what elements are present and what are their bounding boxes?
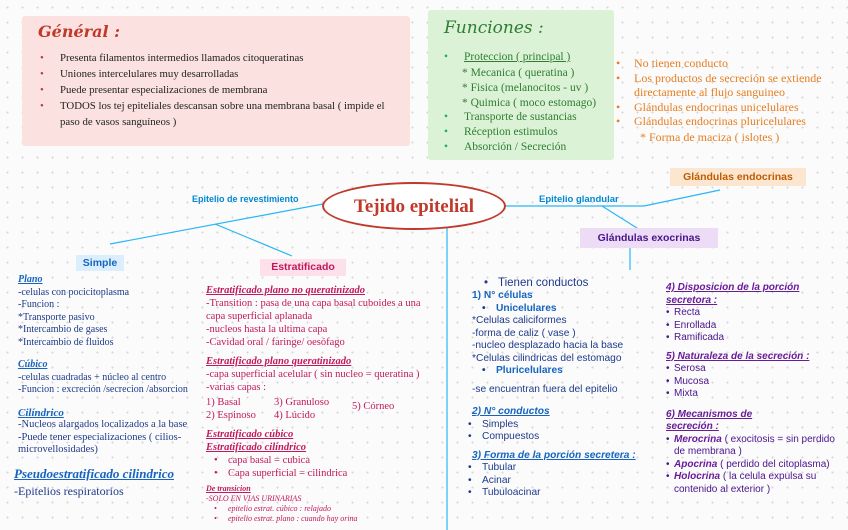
forma-item: • Acinar — [482, 475, 662, 488]
funciones-proteccion: • Proteccion ( principal ) — [464, 50, 614, 65]
naturaleza-list — [666, 363, 842, 401]
exocrinas-middle — [472, 276, 662, 500]
funciones-list — [464, 50, 614, 65]
no-queratinizado-line: -Transition : pasa de una capa basal cuboides a una capa superficial aplanada — [206, 298, 421, 322]
tienen-list — [472, 276, 662, 290]
mecanismo-name: Apocrina — [674, 458, 718, 470]
pluricelulares-list — [472, 365, 662, 378]
mecanismo-name: Holocrina — [674, 471, 721, 482]
disposicion-item: • Enrollada — [674, 320, 842, 333]
general-list — [60, 50, 400, 130]
simple-label: Simple — [76, 255, 124, 271]
funciones-item: • Transporte de sustancias — [464, 110, 614, 125]
pseudo-line: -Epitelios respiratorios — [14, 484, 124, 498]
cilindrico-item: • Capa superficial = cilindrica — [228, 467, 442, 480]
forma-heading: 3) Forma de la porción secretera : — [472, 449, 636, 461]
pluricelulares-label: • Pluricelulares — [496, 365, 662, 378]
conducto-item: • Simples — [482, 419, 662, 432]
plano-line: *Transporte pasivo — [18, 311, 95, 323]
funciones-item: • Absorción / Secreción — [464, 140, 614, 155]
funciones-sub-item: * Mecanica ( queratina ) — [462, 67, 575, 79]
mecanismo-name: Merocrina — [674, 433, 722, 445]
cubico-line: -celulas cuadradas + núcleo al centro — [18, 371, 167, 383]
estratificado-column — [206, 284, 442, 394]
exocrinas-right — [666, 282, 842, 496]
n-conductos-heading: 2) N° conductos — [472, 406, 550, 417]
estratificado-label: Estratificado — [260, 259, 346, 276]
forma-item: • Tubular — [482, 462, 662, 475]
cilindrico-title: Cilíndrico — [18, 406, 64, 419]
mecanismo-item — [674, 459, 842, 472]
forma-item: • Tubuloacinar — [482, 487, 662, 500]
pseudo-title: Pseudoestratificado cilindrico — [14, 466, 174, 481]
capa-item: 5) Córneo — [352, 401, 395, 412]
general-box — [22, 16, 410, 146]
general-item: • Uniones intercelulares muy desarrolladas — [60, 66, 400, 82]
transicion-subtitle: -SOLO EN VIAS URINARIAS — [206, 494, 302, 503]
cubico-line: -Funcion : excreción /secrecion /absorcion — [18, 384, 188, 395]
glandulas-exocrinas-label: Glándulas exocrinas — [580, 228, 718, 248]
transicion-list — [206, 504, 442, 524]
mecanismo-item — [674, 471, 842, 496]
unicelulares-label: • Unicelulares — [496, 303, 662, 316]
disposicion-heading: 4) Disposicion de la porción secretora : — [666, 282, 800, 306]
funciones-item: • Réception estimulos — [464, 125, 614, 140]
left-branch-label: Epitelio de revestimiento — [192, 194, 299, 204]
no-queratinizado-title: Estratificado plano no queratinizado — [206, 285, 365, 296]
line-endocrinas — [644, 190, 720, 206]
queratinizado-line: -varias capas : — [206, 382, 267, 393]
simple-column — [18, 274, 208, 457]
plano-line: -Funcion : — [18, 299, 60, 310]
naturaleza-item: • Mucosa — [674, 376, 842, 389]
cubico-title: Cúbico — [18, 359, 48, 370]
transicion-item: • epitelio estrat. plano : cuando hay orina — [228, 514, 442, 524]
mecanismo-desc: ( la celula expulsa su contenido al exterior ) — [674, 471, 817, 495]
line-left-drop — [215, 224, 292, 256]
general-item: • TODOS los tej epiteliales descansan sobre una membrana basal ( impide el paso de vasos sanguíneos ) — [60, 98, 400, 130]
capa-item: 4) Lúcido — [274, 410, 316, 421]
endocrinas-item: • Los productos de secreción se extiende directamente al flujo sanguineo — [634, 71, 839, 100]
uni-line: -nucleo desplazado hacia la base — [472, 340, 624, 351]
unicelulares-list — [472, 303, 662, 316]
n-celulas-heading: 1) N° células — [472, 290, 533, 301]
conductos-list — [472, 419, 662, 444]
estratificado-lower — [206, 428, 442, 480]
cilindrico-line: -Puede tener especializaciones ( cilios-microvellosidades) — [18, 431, 182, 455]
estratificado-cilindrico-list — [206, 454, 442, 480]
central-title: Tejido epitelial — [353, 196, 475, 217]
queratinizado-line: -capa superficial acelular ( sin nucleo = queratina ) — [206, 369, 420, 380]
capa-item: 1) Basal — [206, 397, 241, 408]
mecanismos-heading: 6) Mecanismos de secreción : — [666, 408, 753, 432]
cilindrico-item: • capa basal = cubica — [228, 454, 442, 467]
line-exocrinas — [602, 206, 640, 230]
funciones-list-2 — [464, 110, 614, 155]
tienen-conductos: • Tienen conductos — [498, 276, 662, 290]
disposicion-item: • Recta — [674, 307, 842, 320]
naturaleza-item: • Mixta — [674, 388, 842, 401]
uni-line: *Celulas cilindricas del estomago — [472, 352, 622, 364]
funciones-sub-item: * Quimica ( moco estomago) — [462, 97, 597, 109]
capa-item: 3) Granuloso — [274, 397, 330, 408]
formas-list — [472, 462, 662, 500]
funciones-sublist — [462, 66, 596, 111]
uni-line: -forma de caliz ( vase ) — [472, 327, 576, 339]
endocrinas-item: • No tienen conducto — [634, 56, 839, 71]
transicion-title: De transicion — [206, 484, 251, 493]
general-item: • Puede presentar especializaciones de membrana — [60, 82, 400, 98]
mecanismo-item — [674, 434, 842, 459]
disposicion-item: • Ramificada — [674, 332, 842, 345]
pluri-line: -se encuentran fuera del epitelio — [472, 383, 618, 395]
capa-item: 2) Espinoso — [206, 410, 256, 421]
cilindrico-line: -Nucleos alargados localizados a la base — [18, 419, 188, 430]
funciones-sub-item: * Fisica (melanocitos - uv ) — [462, 82, 589, 94]
plano-line: *Intercambio de gases — [18, 324, 108, 335]
no-queratinizado-line: -Cavidad oral / faringe/ oesófago — [206, 337, 345, 348]
estratificado-cubico-title: Estratificado cúbico — [206, 429, 294, 440]
general-title: Général : — [38, 22, 121, 41]
disposicion-list — [666, 307, 842, 345]
transicion-item: • epitelio estrat. cúbico : relajado — [228, 504, 442, 514]
mecanismos-list — [666, 434, 842, 497]
queratinizado-title: Estratificado plano queratinizado — [206, 356, 352, 367]
transicion-block — [206, 484, 442, 524]
funciones-box — [428, 10, 614, 160]
endocrinas-item: • Glándulas endocrinas pluricelulares — [634, 114, 839, 129]
naturaleza-item: • Serosa — [674, 363, 842, 376]
endocrinas-list — [634, 56, 839, 129]
plano-line: -celulas con pocicitoplasma — [18, 286, 130, 298]
naturaleza-heading: 5) Naturaleza de la secreción : — [666, 350, 810, 362]
uni-line: *Celulas caliciformes — [472, 315, 567, 326]
right-branch-label: Epitelio glandular — [539, 194, 619, 205]
conducto-item: • Compuestos — [482, 431, 662, 444]
no-queratinizado-line: -nucleos hasta la ultima capa — [206, 324, 328, 335]
glandulas-endocrinas-label: Glándulas endocrinas — [670, 168, 806, 186]
mecanismo-desc: ( exocitosis = sin perdido de membrana ) — [674, 433, 835, 457]
plano-line: *Intercambio de fluidos — [18, 336, 114, 348]
endocrinas-sub-item: * Forma de maciza ( islotes ) — [640, 130, 780, 144]
mecanismo-desc: ( perdido del citoplasma) — [717, 458, 830, 470]
general-item: • Presenta filamentos intermedios llamados citoqueratinas — [60, 50, 400, 66]
funciones-title: Funciones : — [444, 18, 544, 38]
endocrinas-item: • Glándulas endocrinas unicelulares — [634, 100, 839, 115]
estratificado-cilindrico-title: Estratificado cilíndrico — [206, 442, 307, 453]
capas-list — [206, 396, 442, 424]
plano-title: Plano — [18, 274, 43, 285]
